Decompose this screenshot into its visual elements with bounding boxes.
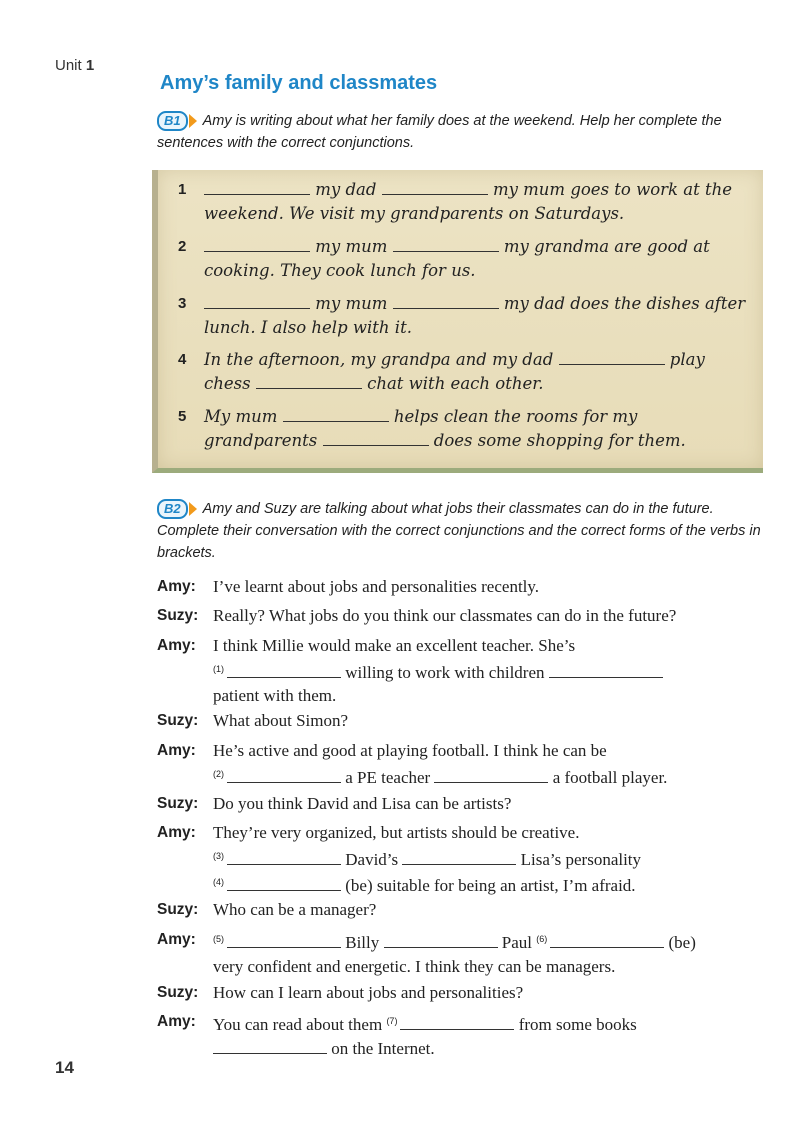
- b1-instruction: [157, 110, 762, 154]
- dialog-text-part: You can read about them: [213, 1015, 383, 1034]
- dialog-text: [213, 821, 753, 898]
- b2-badge: [157, 499, 197, 519]
- dialog-text-part: They’re very organized, but artists should be creative.: [213, 823, 580, 842]
- dialog-text: [213, 634, 753, 708]
- unit-label: [55, 57, 94, 74]
- blank-number: (1): [213, 663, 224, 674]
- item-text: my dad does the dishes after lunch. I also help with it.: [204, 294, 746, 337]
- answer-blank[interactable]: [550, 933, 664, 948]
- dialog-text-part: Billy: [345, 933, 380, 952]
- item-text: chat with each other.: [367, 374, 544, 393]
- item-number: 5: [178, 408, 187, 425]
- dialog-text-part: a PE teacher: [345, 767, 431, 787]
- item-number: 4: [178, 351, 187, 368]
- dialog-text-part: on the Internet.: [331, 1038, 435, 1058]
- dialog-text-part: (be): [668, 933, 696, 952]
- answer-blank[interactable]: [204, 237, 310, 252]
- answer-blank[interactable]: [549, 663, 663, 678]
- blank-number: (3): [213, 850, 224, 861]
- speaker-label: Amy:: [157, 637, 196, 654]
- b1-instruction-text: Amy is writing about what her family does at the weekend. Help her complete the sentences with the correct conjunctions.: [157, 113, 722, 151]
- blank-number: (7): [386, 1016, 398, 1026]
- answer-blank[interactable]: [283, 407, 389, 422]
- dialog-text: [213, 1010, 753, 1060]
- answer-blank[interactable]: [227, 663, 341, 678]
- dialog-text: [213, 739, 753, 789]
- answer-blank[interactable]: [204, 294, 310, 309]
- answer-blank[interactable]: [559, 350, 665, 365]
- speaker-label: Suzy:: [157, 607, 199, 624]
- answer-blank[interactable]: [434, 768, 548, 783]
- unit-number: 1: [85, 57, 95, 74]
- b1-exercise-card: [152, 170, 763, 473]
- play-arrow-icon: [189, 114, 197, 128]
- speaker-label: Amy:: [157, 931, 196, 948]
- item-text: my mum goes to work at the weekend. We visit my grandparents on Saturdays.: [204, 180, 733, 223]
- item-text: does some shopping for them.: [433, 431, 686, 450]
- dialog-text-part: (be) suitable for being an artist, I’m afraid.: [345, 876, 636, 895]
- speaker-label: Amy:: [157, 1013, 196, 1030]
- dialog-text: Who can be a manager?: [213, 900, 377, 919]
- speaker-label: Suzy:: [157, 901, 199, 918]
- dialog-text-part: I think Millie would make an excellent teacher. She’s: [213, 636, 576, 655]
- answer-blank[interactable]: [213, 1039, 327, 1054]
- item-text: my mum: [315, 294, 388, 313]
- dialog-text-part: a football player.: [552, 767, 668, 787]
- dialog-text-part: Paul: [501, 933, 532, 952]
- answer-blank[interactable]: [227, 850, 341, 865]
- unit-text: Unit: [55, 57, 82, 74]
- speaker-label: Amy:: [157, 824, 196, 841]
- dialog-text: What about Simon?: [213, 711, 349, 730]
- item-number: 2: [178, 238, 187, 255]
- b1-badge: [157, 111, 197, 131]
- answer-blank[interactable]: [393, 294, 499, 309]
- dialog-text: I’ve learnt about jobs and personalities recently.: [213, 577, 540, 596]
- dialog-text-part: He’s active and good at playing football. I think he can be: [213, 741, 607, 760]
- item-text: My mum: [204, 407, 278, 426]
- item-text: my mum: [315, 237, 388, 256]
- dialog-text: Do you think David and Lisa can be artists?: [213, 794, 512, 813]
- speaker-label: Suzy:: [157, 712, 199, 729]
- answer-blank[interactable]: [393, 237, 499, 252]
- answer-blank[interactable]: [227, 933, 341, 948]
- dialog-text-part: David’s: [345, 849, 399, 869]
- b2-badge-label: B2: [157, 499, 188, 519]
- dialog-text-part: patient with them.: [213, 686, 337, 705]
- answer-blank[interactable]: [400, 1015, 514, 1030]
- play-arrow-icon: [189, 502, 197, 516]
- item-number: 3: [178, 295, 187, 312]
- speaker-label: Suzy:: [157, 795, 199, 812]
- dialog-text: How can I learn about jobs and personalities?: [213, 983, 524, 1002]
- dialog-text: [213, 928, 753, 978]
- b1-badge-label: B1: [157, 111, 188, 131]
- b2-instruction-text: Amy and Suzy are talking about what jobs their classmates can do in the future. Complete their conversation with the correct conjunctions and the correct forms of the verbs in brackets.: [157, 501, 761, 561]
- item-text: helps clean the rooms for my grandparents: [204, 407, 638, 450]
- dialog-text-part: willing to work with children: [345, 662, 545, 682]
- dialog-text-part: from some books: [518, 1015, 637, 1034]
- speaker-label: Amy:: [157, 742, 196, 759]
- item-text: my grandma are good at cooking. They cook lunch for us.: [204, 237, 710, 280]
- answer-blank[interactable]: [382, 180, 488, 195]
- answer-blank[interactable]: [402, 850, 516, 865]
- blank-number: (4): [213, 877, 224, 887]
- b2-instruction: [157, 498, 762, 564]
- answer-blank[interactable]: [227, 876, 341, 891]
- blank-number: (2): [213, 768, 224, 779]
- page-number: 14: [55, 1058, 74, 1077]
- page-title: Amy’s family and classmates: [160, 72, 438, 94]
- blank-number: (5): [213, 934, 224, 944]
- answer-blank[interactable]: [256, 374, 362, 389]
- answer-blank[interactable]: [204, 180, 310, 195]
- dialog-text: Really? What jobs do you think our classmates can do in the future?: [213, 606, 677, 625]
- dialog-text-part: Lisa’s personality: [520, 849, 642, 869]
- item-number: 1: [178, 181, 187, 198]
- answer-blank[interactable]: [384, 933, 498, 948]
- item-text: play chess: [204, 350, 705, 393]
- item-text: In the afternoon, my grandpa and my dad: [204, 350, 554, 369]
- item-text: my dad: [315, 180, 377, 199]
- blank-number: (6): [536, 934, 548, 944]
- speaker-label: Suzy:: [157, 984, 199, 1001]
- answer-blank[interactable]: [227, 768, 341, 783]
- speaker-label: Amy:: [157, 578, 196, 595]
- dialog-text-part: very confident and energetic. I think they can be managers.: [213, 956, 616, 976]
- answer-blank[interactable]: [323, 431, 429, 446]
